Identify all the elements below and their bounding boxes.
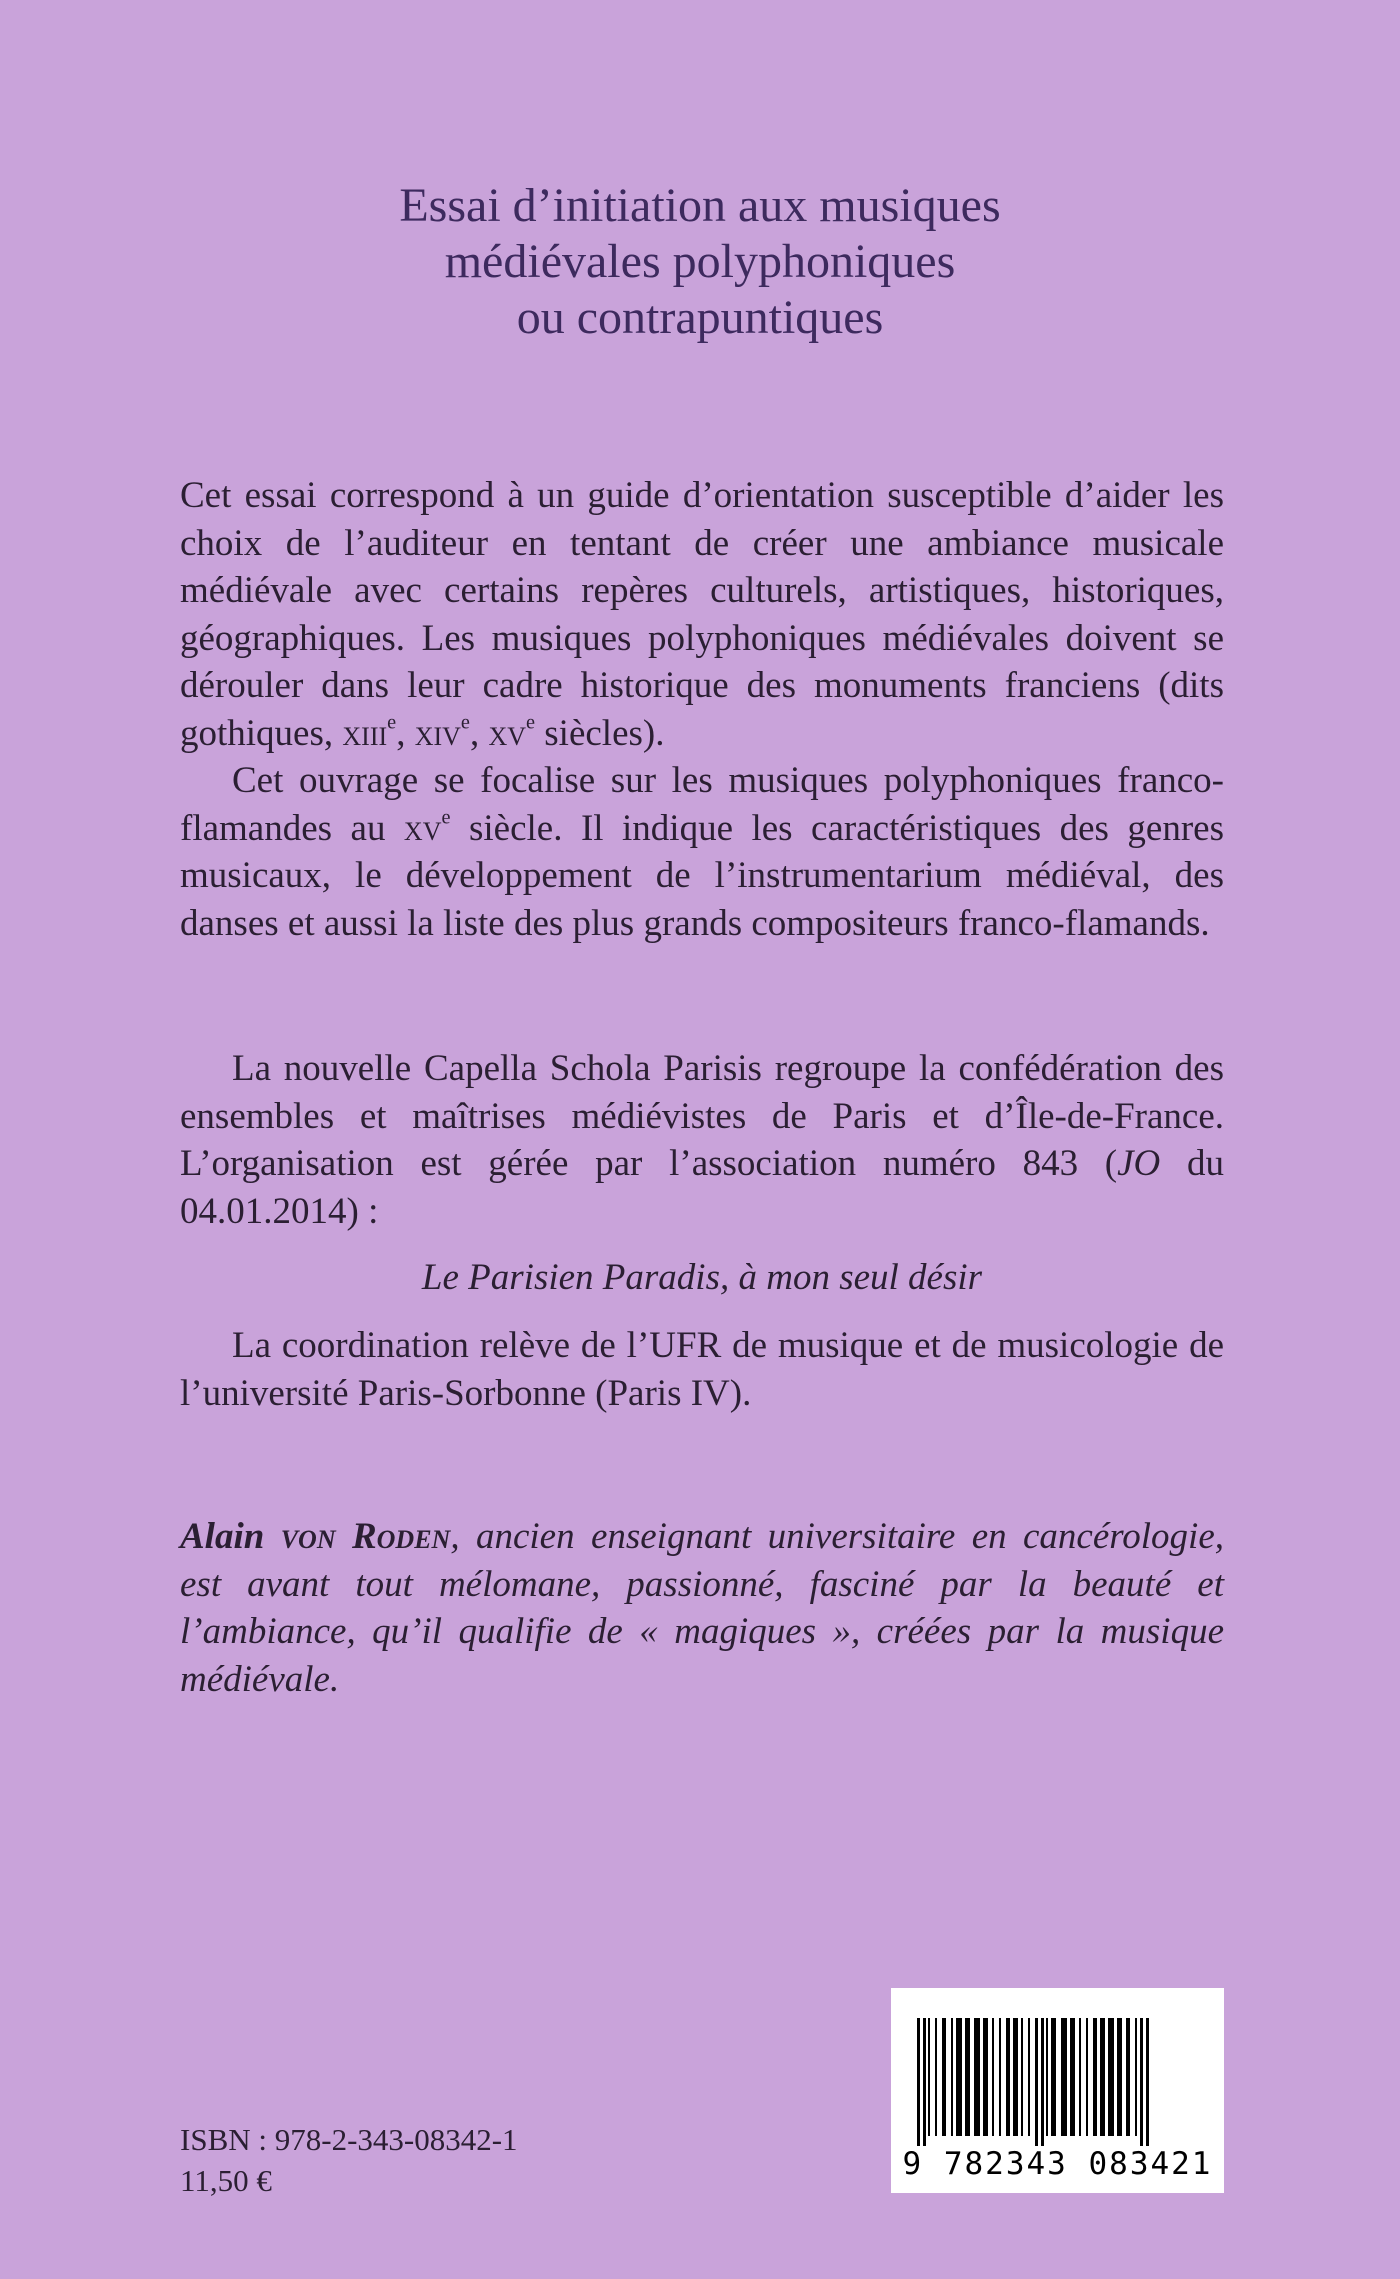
barcode-bar: [935, 2018, 937, 2136]
description-p1-end: siècles).: [535, 712, 665, 754]
journal-officiel-abbr: JO: [1117, 1143, 1161, 1184]
capella-text-start: La nouvelle Capella Schola Parisis regroupe la confédération des ensembles et maîtrises médiévistes de Paris et d’Île-de-France. L’organisation est gérée par l’association numéro 843 (: [180, 1048, 1224, 1184]
barcode-bar: [1093, 2018, 1097, 2136]
barcode-bar: [1140, 2018, 1143, 2146]
century-14: xiv: [414, 712, 461, 754]
isbn: ISBN : 978-2-343-08342-1: [180, 2122, 518, 2157]
barcode: [891, 1988, 1224, 2193]
barcode-bar: [1041, 2018, 1044, 2146]
isbn-block: [180, 2119, 518, 2201]
barcode-bar: [1051, 2018, 1056, 2136]
barcode-bar: [923, 2018, 926, 2146]
barcode-bar: [1126, 2018, 1130, 2136]
barcode-bar: [1061, 2018, 1067, 2136]
superscript-e: e: [441, 806, 451, 829]
barcode-bars-icon: [891, 1988, 1224, 2148]
barcode-bar: [1035, 2018, 1038, 2146]
barcode-bar: [1021, 2018, 1023, 2136]
author-bio: [180, 1513, 1224, 1703]
author-last-name: von Roden: [280, 1516, 451, 1557]
book-title: [200, 178, 1200, 346]
barcode-bar: [992, 2018, 994, 2136]
barcode-bar: [1135, 2018, 1137, 2136]
coordination-paragraph: [180, 1322, 1224, 1417]
separator-comma: ,: [469, 712, 489, 754]
barcode-digits: 9 782343 083421: [902, 2146, 1213, 2182]
barcode-bar: [1013, 2018, 1018, 2136]
price: 11,50 €: [180, 2163, 272, 2198]
barcode-bar: [942, 2018, 946, 2136]
barcode-bar: [1108, 2018, 1114, 2136]
description-p2-end: siècle. Il indique les caractéristiques des genres musicaux, le développement de l’instrumentarium médiéval, des danses et aussi la liste des plus grands compositeurs franco-flamands.: [180, 807, 1224, 944]
capella-paragraph: [180, 1045, 1224, 1235]
description-p1-text: Cet essai correspond à un guide d’orientation susceptible d’aider les choix de l’auditeur en tentant de créer une ambiance musicale médiévale avec certains repères culturels, artistiques, historiques, géographiques. Les musiques polyphoniques médiévales doivent se dérouler dans leur cadre historique des monuments franciens (dits gothiques,: [180, 475, 1224, 754]
description-p2-text: Cet ouvrage se focalise sur les musiques polyphoniques franco-flamandes au: [180, 760, 1224, 849]
barcode-bar: [1046, 2018, 1048, 2136]
barcode-bar: [1117, 2018, 1122, 2136]
superscript-e: e: [526, 711, 536, 734]
description-block: [180, 472, 1224, 947]
superscript-e: e: [387, 711, 397, 734]
century-15: xv: [488, 712, 526, 754]
description-paragraph-2: [180, 757, 1224, 947]
century-15: xv: [403, 807, 442, 849]
title-line-2: médiévales polyphoniques: [444, 235, 956, 288]
coordination-text: La coordination relève de l’UFR de musique et de musicologie de l’université Paris-Sorbonne (Paris IV).: [180, 1325, 1224, 1414]
barcode-bar: [956, 2018, 962, 2136]
barcode-bar: [951, 2018, 953, 2136]
capella-text: [180, 1045, 1224, 1235]
century-13: xiii: [342, 712, 388, 754]
barcode-bar: [1079, 2018, 1081, 2136]
barcode-bar: [1028, 2018, 1030, 2136]
author-bio-text: , ancien enseignant universitaire en cancérologie, est avant tout mélomane, passionné, fasciné par la beauté et l’ambiance, qu’il qualifie de « magiques », créées par la musique médiévale.: [180, 1516, 1225, 1700]
barcode-bar: [1100, 2018, 1105, 2136]
barcode-bar: [1006, 2018, 1010, 2136]
barcode-bar: [1086, 2018, 1088, 2136]
description-paragraph-1: [180, 472, 1224, 757]
motto: Le Parisien Paradis, à mon seul désir: [421, 1257, 983, 1298]
barcode-bar: [1146, 2018, 1149, 2146]
barcode-bar: [974, 2018, 980, 2136]
author-first-name: Alain: [180, 1516, 265, 1557]
title-line-1: Essai d’initiation aux musiques: [399, 179, 1001, 232]
separator-comma: ,: [396, 712, 415, 754]
barcode-bar: [965, 2018, 970, 2136]
title-line-3: ou contrapuntiques: [516, 291, 884, 344]
barcode-bar: [983, 2018, 988, 2136]
barcode-bar: [928, 2018, 930, 2136]
superscript-e: e: [460, 711, 470, 734]
barcode-bar: [999, 2018, 1001, 2136]
barcode-bar: [1070, 2018, 1075, 2136]
barcode-bar: [917, 2018, 920, 2146]
capella-text-end: du 04.01.2014) :: [180, 1143, 1225, 1232]
